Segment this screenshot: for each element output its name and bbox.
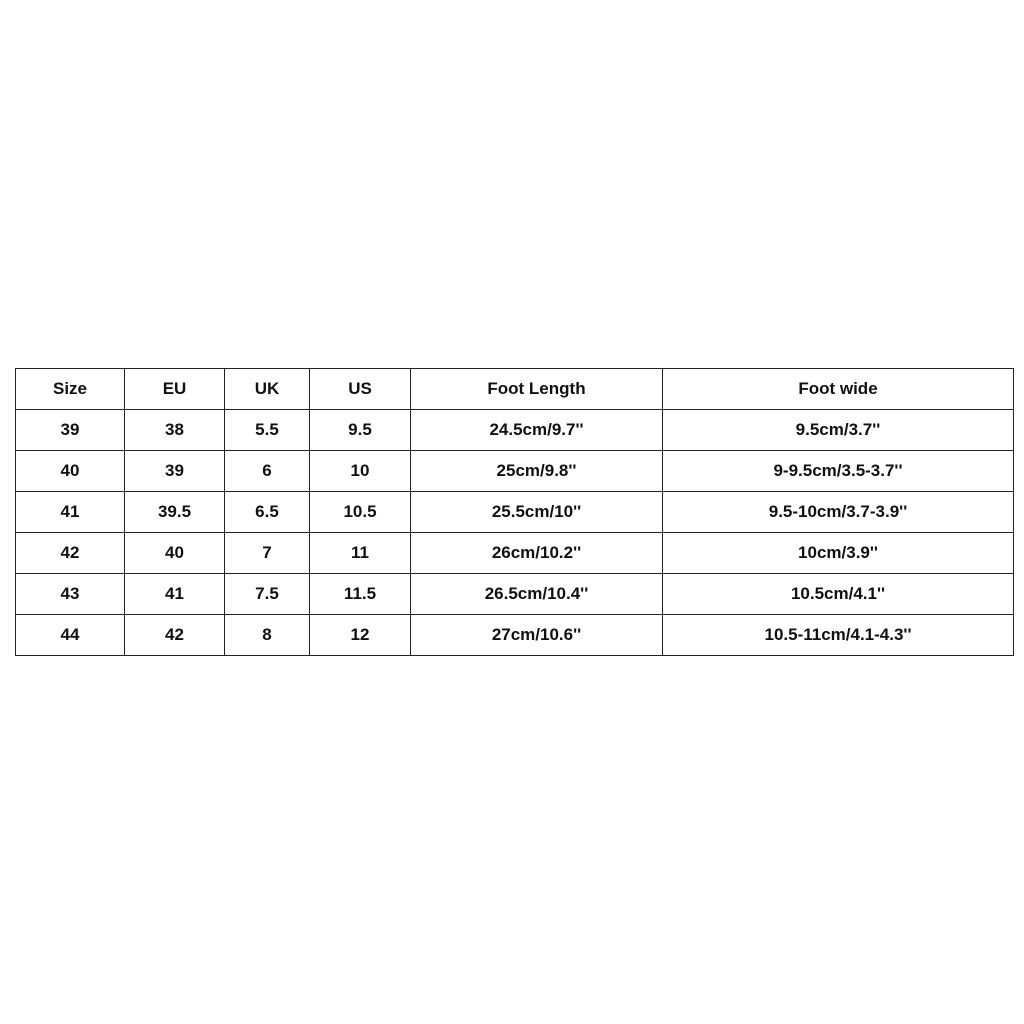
uk-cell: 7: [225, 533, 310, 574]
column-header-foot-length: Foot Length: [411, 369, 663, 410]
foot-wide-cell: 9.5-10cm/3.7-3.9'': [663, 492, 1014, 533]
eu-cell: 38: [125, 410, 225, 451]
eu-cell: 39: [125, 451, 225, 492]
uk-cell: 7.5: [225, 574, 310, 615]
foot-wide-cell: 10.5cm/4.1'': [663, 574, 1014, 615]
foot-wide-cell: 10cm/3.9'': [663, 533, 1014, 574]
size-cell: 41: [16, 492, 125, 533]
column-header-size: Size: [16, 369, 125, 410]
foot-length-cell: 26cm/10.2'': [411, 533, 663, 574]
us-cell: 10: [310, 451, 411, 492]
table-row: [16, 615, 1014, 656]
us-cell: 12: [310, 615, 411, 656]
size-cell: 40: [16, 451, 125, 492]
column-header-foot-wide: Foot wide: [663, 369, 1014, 410]
eu-cell: 41: [125, 574, 225, 615]
table-row: [16, 410, 1014, 451]
size-chart: [15, 368, 1014, 656]
size-cell: 44: [16, 615, 125, 656]
uk-cell: 8: [225, 615, 310, 656]
eu-cell: 39.5: [125, 492, 225, 533]
us-cell: 11: [310, 533, 411, 574]
foot-length-cell: 25.5cm/10'': [411, 492, 663, 533]
us-cell: 9.5: [310, 410, 411, 451]
eu-cell: 42: [125, 615, 225, 656]
size-table: [15, 368, 1014, 656]
foot-wide-cell: 10.5-11cm/4.1-4.3'': [663, 615, 1014, 656]
column-header-us: US: [310, 369, 411, 410]
uk-cell: 5.5: [225, 410, 310, 451]
eu-cell: 40: [125, 533, 225, 574]
foot-wide-cell: 9-9.5cm/3.5-3.7'': [663, 451, 1014, 492]
header-row: [16, 369, 1014, 410]
column-header-eu: EU: [125, 369, 225, 410]
foot-length-cell: 25cm/9.8'': [411, 451, 663, 492]
us-cell: 10.5: [310, 492, 411, 533]
uk-cell: 6: [225, 451, 310, 492]
foot-length-cell: 26.5cm/10.4'': [411, 574, 663, 615]
table-row: [16, 533, 1014, 574]
size-cell: 43: [16, 574, 125, 615]
table-row: [16, 574, 1014, 615]
uk-cell: 6.5: [225, 492, 310, 533]
size-cell: 42: [16, 533, 125, 574]
foot-length-cell: 24.5cm/9.7'': [411, 410, 663, 451]
table-row: [16, 492, 1014, 533]
size-cell: 39: [16, 410, 125, 451]
us-cell: 11.5: [310, 574, 411, 615]
column-header-uk: UK: [225, 369, 310, 410]
foot-wide-cell: 9.5cm/3.7'': [663, 410, 1014, 451]
table-row: [16, 451, 1014, 492]
foot-length-cell: 27cm/10.6'': [411, 615, 663, 656]
